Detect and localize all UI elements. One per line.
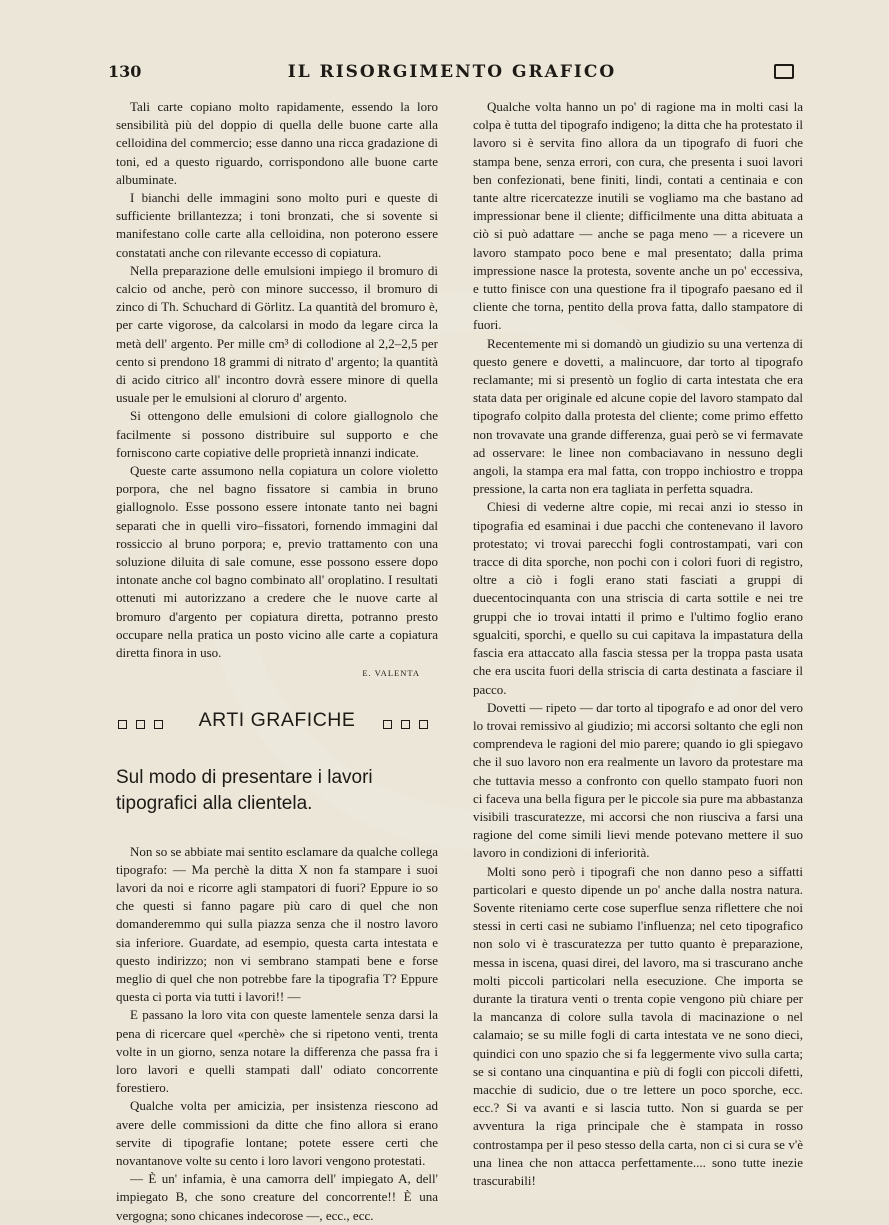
paragraph: I bianchi delle immagini sono molto puri e queste di sufficiente brillantezza; i toni bronzati, che si sovente si manifestano colle carte alla celloidina, non poterono essere constatati anche con rilevante eccesso di copiatura. (116, 190, 438, 260)
author-signature: E. VALENTA (362, 668, 420, 679)
square-icon (383, 720, 392, 729)
section-heading (116, 708, 438, 741)
box-ornament-icon (774, 64, 794, 79)
paragraph: Qualche volta hanno un po' di ragione ma in molti casi la colpa è tutta del tipografo indigeno; la ditta che ha protestato il lavoro si è servita fino allora da un tipografo di fuori che stampa bene, senza errori, con cura, che presenta i suoi lavori ben confezionati, bene finiti, lindi, contati a centinaia e con tante altre ricercatezze inutili se vogliamo ma che bastano ad impressionar bene il cliente; difficilmente una ditta abituata a ciò si può adattare — anche se paga meno — a ricevere un lavoro stampato poco bene e mal presentato; dalla prima impressione nasce la protesta, sovente anche un po' eccessiva, e tutto finisce con una questione fra il tipografo paesano ed il cliente che torna, pentito della prova fatta, dallo stampatore di fuori. (473, 99, 803, 333)
paragraph: Recentemente mi si domandò un giudizio su una vertenza di questo genere e dovetti, a malincuore, dar torto al tipografo reclamante; mi si presentò un foglio di carta intestata che era stata data per originale ed alcune copie del lavoro stampato dal tipografo colpito dalla protesta del cliente; come primo effetto non trovavate una grande differenza, guai però se vi fermavate ad osservare: le linee non combaciavano in nessuno degli angoli, la stampa era mal fatta, con troppo inchiostro e troppa pressione, la carta non era tagliata in perfetta squadra. (473, 335, 803, 497)
paragraph: — È un' infamia, è una camorra dell' impiegato A, dell' impiegato B, che sono creature del concorrente!! È una vergogna; sono chicanes indecorose —, ecc., ecc. (116, 1171, 438, 1223)
paragraph: Non so se abbiate mai sentito esclamare da qualche collega tipografo: — Ma perchè la ditta X non fa stampare i suoi lavori da noi e ricorre agli stampatori di fuori? Eppure io so che questi si fanno pagare più caro di quel che non domanderemmo qui sulla piazza senza che il nostro lavoro sia inferiore. Guardate, ad esempio, questa carta intestata e questo indirizzo; non vi sembrano stampati bene e forse meglio di quel che non potrebbe fare la tipografia T? Eppure questa ci porta via tutti i lavori!! — (116, 843, 438, 1005)
square-icon (401, 720, 410, 729)
paragraph: Tali carte copiano molto rapidamente, essendo la loro sensibilità più del doppio di quella delle buone carte alla celloidina del commercio; esse danno una ricca gradazione di toni, ed a questo riguardo, corrispondono alle buone carte albuminate. (116, 99, 438, 187)
section-title: ARTI GRAFICHE (198, 708, 356, 731)
paragraph: Dovetti — ripeto — dar torto al tipografo e ad onor del vero lo trovai remissivo al giudizio; mi accorsi soltanto che egli non comprendeva le ragioni del mio parere; quando io gli spiegavo che il suo lavoro non era realmente un lavoro da protestare ma che tuttavia messo a confronto con quello stampato fuori non ci faceva una bella figura per le piccole sia pure ma abbastanza visibili trascuratezze, mi accorsi che non riusciva a farsi una ragione del come simili lievi mende potevano mettere il suo lavoro in condizioni di inferiorità. (473, 699, 803, 861)
paragraph: Qualche volta per amicizia, per insistenza riescono ad avere delle commissioni da ditte che fino allora si erano servite di tipografie lontane; potete essere certi che novantanove volte su cento i loro lavori vengono protestati. (116, 1098, 438, 1168)
right-column (473, 98, 803, 1190)
paragraph: Nella preparazione delle emulsioni impiego il bromuro di calcio od anche, però con minore successo, il bromuro di zinco di Th. Schuchard di Görlitz. La quantità del bromuro è, per carte vigorose, da calcolarsi in modo da legare circa la metà dell' argento. Per mille cm³ di collodione al 2,2–2,5 per cento si prendono 18 grammi di nitrato d' argento; la quantità di acido citrico all' incontro dovrà essere minore di quella usuale per le emulsioni al cloruro d' argento. (116, 262, 438, 406)
page-header (108, 58, 796, 88)
square-icon (419, 720, 428, 729)
page-number: 130 (108, 62, 142, 81)
paragraph: Queste carte assumono nella copiatura un colore violetto porpora, che nel bagno fissatore si cambia in bruno giallognolo. Esse possono essere intonate tanto nei bagni separati che in quelli viro–fissatori, fornendo immagini dal rossiccio al bruno porpora; e, previo trattamento con una soluzione diluita di sale comune, esse possono essere dopo intonate anche col bagno combinato all' oroplatino. I resultati ottenuti mi autorizzano a credere che le nuove carte al bromuro d'argento per copiatura diretta, potranno presto occupare nella pratica un posto vicino alle carte a copiatura diretta finora in uso. (116, 463, 438, 661)
paragraph: Si ottengono delle emulsioni di colore giallognolo che facilmente si possono distribuire sul supporto e che forniscono carte copiative delle proprietà innanzi indicate. (116, 408, 438, 460)
paragraph: Molti sono però i tipografi che non danno peso a siffatti particolari e questo dipende un po' anche dalla nostra natura. Sovente riteniamo certe cose superflue senza riflettere che noi stessi in certi casi ne subiamo l'influenza; nel ceto tipografico non solo vi è trascuratezza per tutto quanto è preparazione, messa in iscena, quasi direi, del lavoro, ma si trascurano anche molti piccoli particolari nella esecuzione. Che importa se durante la tiratura venti o trenta copie vengono più chiare per la mancanza di colore sulla tavola di macinazione o nel calamaio; se su mille fogli di carta intestata ve ne sono dieci, quindici con uno spazio che si fa leggermente vivo sulla carta; se si contano una cinquantina e più di fogli con piccoli difetti, macchie di sudicio, due o tre lettere un poco sporche, ecc. ecc.? Si va avanti e si lascia tutto. Non si guarda se per avventura la riga principale che è stampata in rosso controstampa per il peso stesso della carta, non ci si cura se v'è una linea che non attacca perfettamente.... sono tutte inezie trascurabili! (473, 863, 803, 1188)
paragraph: E passano la loro vita con queste lamentele senza darsi la pena di ricercare quel «perchè» che si ripetono venti, trenta volte in un giorno, senza notare la differenza che passa fra i loro lavori e quelli stampati dall' odiato concorrente forestiero. (116, 1007, 438, 1096)
paragraph: Chiesi di vederne altre copie, mi recai anzi io stesso in tipografia ed esaminai i due pacchi che contenevano il lavoro protestato; vi trovai parecchi fogli controstampati, vari con tracce di dita sporche, non pochi con i colori fuori di registro, oltre a ciò i fogli erano stati fasciati a gruppi di duecentocinquanta con una striscia di carta sottile e nei tre gruppi che io trovai intatti il primo e l'ultimo foglio erano sgualciti, sporchi, e quello su cui capitava la impastatura della fascia era attaccato alla fascia stessa per la troppa pasta usata che era uscita fuori della striscia di carta destinata a fasciare il pacco. (473, 499, 803, 697)
left-column (116, 98, 438, 1225)
article-title: Sul modo di presentare i lavori tipografici alla clientela. (116, 766, 373, 814)
running-title: IL RISORGIMENTO GRAFICO (287, 62, 617, 82)
square-ornament-right (383, 720, 428, 729)
